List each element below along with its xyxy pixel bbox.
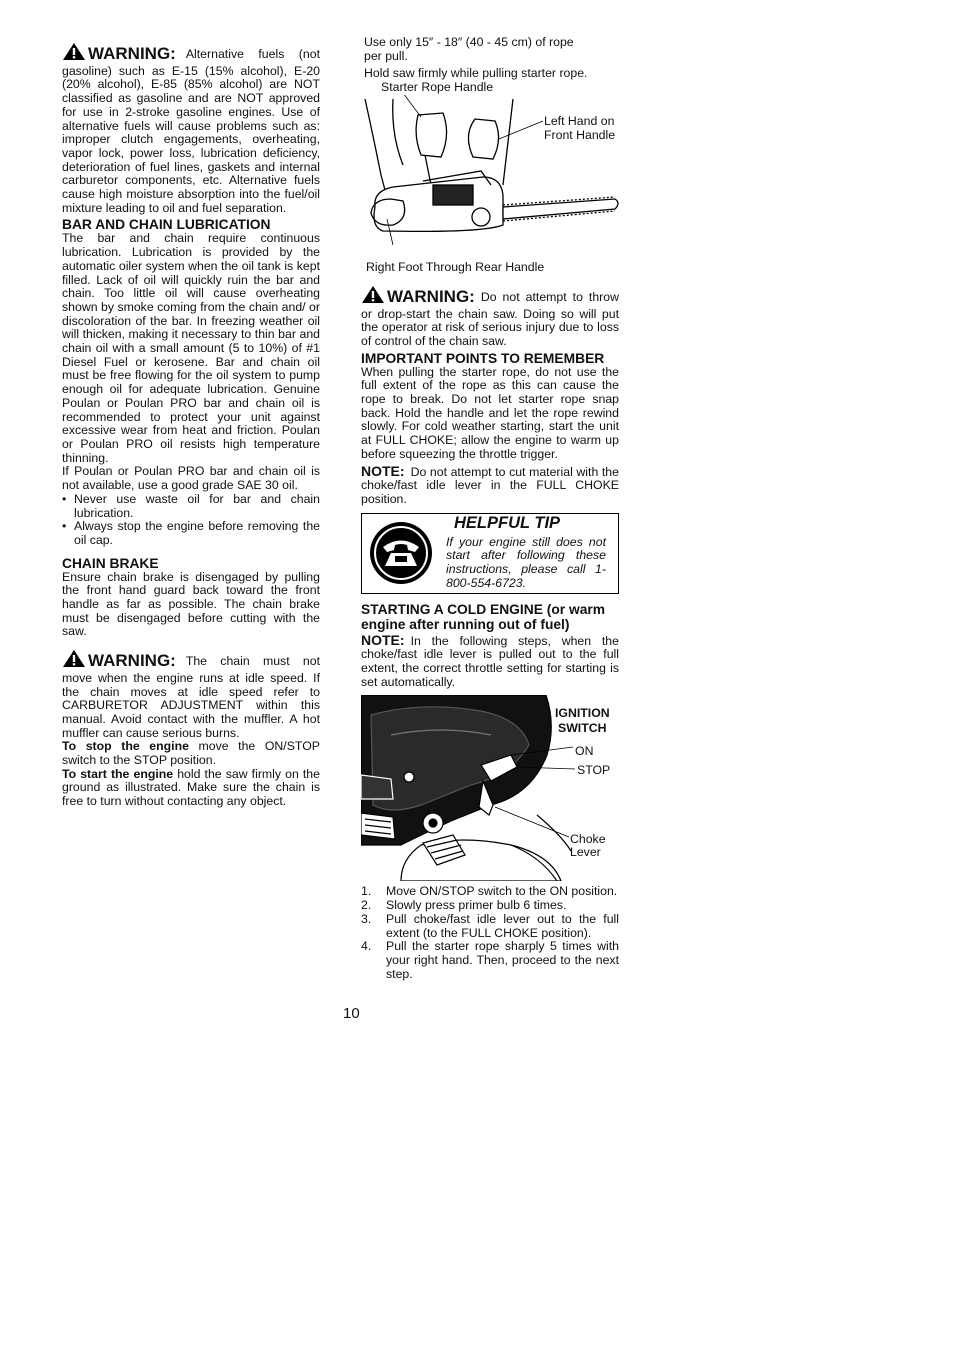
start-engine-paragraph	[62, 768, 320, 809]
step-number: 2.	[361, 898, 372, 913]
section-heading-important: IMPORTANT POINTS TO REMEMBER	[361, 350, 605, 366]
label-stop: STOP	[577, 763, 611, 778]
step-number: 3.	[361, 911, 372, 926]
section-heading-bar-chain: BAR AND CHAIN LUBRICATION	[62, 217, 271, 233]
note-text: Do not attempt to cut material with the choke/fast idle lever in the FULL CHOKE position.	[361, 464, 619, 506]
stop-engine-bold: To stop the engine	[62, 739, 189, 754]
telephone-icon	[368, 520, 434, 590]
note-text: In the following steps, when the choke/fast idle lever is pulled out to the full extent, the correct throttle setting for starting is set automatically.	[361, 633, 619, 689]
stop-engine-paragraph	[62, 740, 320, 767]
warning-drop-start	[361, 285, 619, 349]
label-left-hand: Left Hand on Front Handle	[544, 114, 616, 142]
starting-position-figure	[361, 81, 619, 271]
label-starter-rope: Starter Rope Handle	[381, 80, 494, 95]
stop-engine-text: move the ON/STOP switch to the STOP position.	[62, 739, 320, 768]
page-number: 10	[343, 1005, 360, 1022]
warning-label: WARNING:	[88, 651, 176, 671]
label-switch: SWITCH	[558, 721, 607, 736]
note-label: NOTE:	[361, 462, 405, 479]
label-right-foot: Right Foot Through Rear Handle	[366, 260, 545, 275]
warning-alt-fuels	[62, 42, 320, 215]
start-engine-text: hold the saw firmly on the ground as illustrated. Make sure the chain is free to turn without contacting any object.	[62, 766, 320, 809]
list-item	[361, 899, 619, 913]
warning-text: Do not attempt to throw or drop-start the chain saw. Doing so will put the operator at risk of serious injury due to loss of control of the chain saw.	[361, 289, 619, 348]
right-column	[361, 36, 619, 981]
warning-label: WARNING:	[88, 44, 176, 63]
note-label: NOTE:	[361, 631, 405, 648]
helpful-tip-box	[361, 513, 619, 594]
list-item	[361, 940, 619, 981]
warning-triangle-icon	[62, 42, 86, 65]
list-item	[361, 913, 619, 940]
warning-triangle-icon	[62, 649, 86, 672]
chainsaw-start-illustration	[363, 95, 621, 247]
ignition-choke-figure	[361, 695, 619, 885]
note-full-choke	[361, 462, 619, 507]
start-engine-bold: To start the engine	[62, 766, 174, 781]
bar-chain-paragraph-2: If Poulan or Poulan PRO bar and chain oil is not available, use a good grade SAE 30 oil.	[62, 464, 320, 493]
list-item: • Never use waste oil for bar and chain lubrication.	[62, 493, 320, 520]
warning-label: WARNING:	[387, 286, 475, 306]
section-heading-chain-brake: CHAIN BRAKE	[62, 555, 159, 571]
label-on: ON	[575, 744, 594, 759]
step-text: Slowly press primer bulb 6 times.	[386, 898, 567, 913]
chain-brake-paragraph: Ensure chain brake is disengaged by pulling the front hand guard back toward the front handle as far as possible. The chain brake must be disengaged before cutting with the saw.	[62, 569, 320, 639]
start-steps-list	[361, 885, 619, 981]
left-column	[62, 42, 320, 809]
list-item: • Always stop the engine before removing the oil cap.	[62, 520, 320, 547]
rope-length-text: Use only 15″ - 18″ (40 - 45 cm) of rope per pull.	[364, 35, 574, 63]
helpful-tip-text: If your engine still does not start after following these instructions, please call 1-800-554-6723.	[446, 534, 606, 590]
section-heading-cold-start: STARTING A COLD ENGINE (or warm engine after running out of fuel)	[361, 601, 606, 632]
label-choke: Choke	[570, 832, 606, 847]
step-number: 4.	[361, 939, 372, 954]
note-choke-setting	[361, 631, 619, 690]
warning-triangle-icon	[361, 285, 385, 308]
important-paragraph: When pulling the starter rope, do not use the full extent of the rope as this can cause the rope to break. Do not let starter rope snap back. Hold the handle and let the rope rewind slowly. For cold weather starting, start the unit at FULL CHOKE; allow the engine to warm up before squeezing the throttle trigger.	[361, 364, 619, 461]
helpful-tip-title: HELPFUL TIP	[454, 513, 561, 532]
step-text: Pull choke/fast idle lever out to the full extent (to the FULL CHOKE position).	[386, 911, 619, 940]
bar-chain-paragraph: The bar and chain require continuous lubrication. Lubrication is provided by the automatic oiler system when the oil tank is kept filled. Lack of oil will quickly ruin the bar and chain. Too little oil will cause overheating shown by smoke coming from the chain and/ or discoloration of the bar. In freezing weather oil will thicken, making it necessary to thin bar and chain oil with a small amount (5 to 10%) of #1 Diesel Fuel or kerosene. Bar and chain oil must be free flowing for the oil system to pump enough oil for adequate lubrication. Genuine Poulan or Poulan PRO bar and chain oil is recommended to protect your unit against excessive wear from heat and friction. Poulan or Poulan PRO oil resists high temperature thinning.	[62, 231, 320, 465]
label-lever: Lever	[570, 845, 601, 860]
label-ignition: IGNITION	[555, 706, 610, 721]
step-text: Move ON/STOP switch to the ON position.	[386, 884, 618, 899]
warning-text: The chain must not move when the engine runs at idle speed. If the chain moves at idle speed refer to CARBURETOR ADJUSTMENT within this manual. Avoid contact with the muffler. A hot muffler can cause serious burns.	[62, 654, 320, 740]
step-number: 1.	[361, 884, 372, 899]
hold-saw-text: Hold saw firmly while pulling starter rope.	[364, 66, 588, 81]
warning-idle-chain	[62, 649, 320, 740]
bar-chain-bullets	[62, 493, 320, 548]
warning-text: Alternative fuels (not gasoline) such as E-15 (15% alcohol), E-20 (20% alcohol), E-85 (85% alcohol) are NOT classified as gasoline and are NOT approved for use in 2-stroke gasoline engines. Use of alternative fuels will cause problems such as: improper clutch engagements, overheating, vapor lock, power loss, lubrication deficiency, deterioration of fuel lines, gaskets and internal carburetor components, etc. Alternative fuels cause high moisture absorption into the fuel/oil mixture leading to oil and fuel separation.	[62, 47, 320, 215]
list-item	[361, 885, 619, 899]
step-text: Pull the starter rope sharply 5 times with your right hand. Then, proceed to the next step.	[386, 939, 619, 981]
